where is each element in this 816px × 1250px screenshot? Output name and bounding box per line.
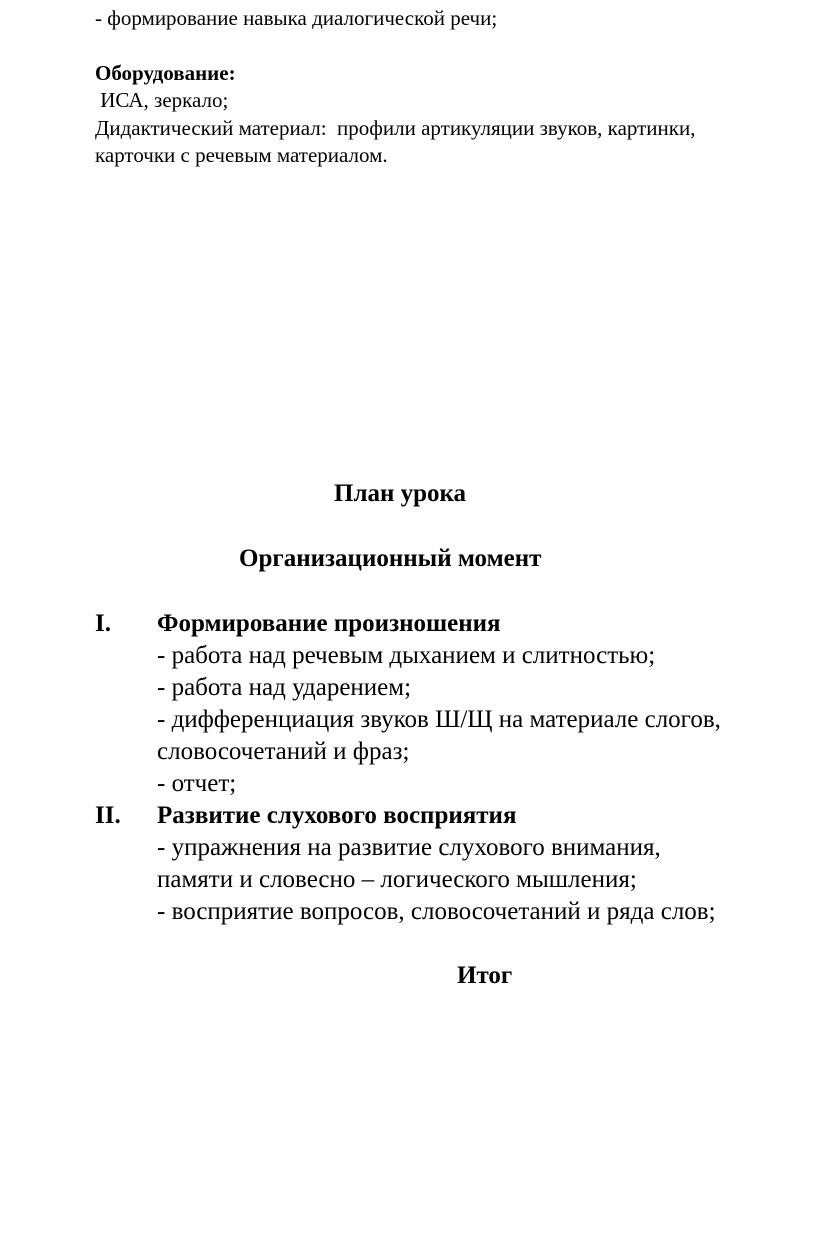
section-1-item: - дифференциация звуков Ш/Щ на материале слогов, (157, 706, 721, 733)
didactic-line-2: карточки с речевым материалом. (95, 143, 388, 167)
section-2-item: - восприятие вопросов, словосочетаний и ряда слов; (157, 898, 716, 925)
equipment-line: ИСА, зеркало; (95, 88, 229, 112)
section-1-item: - работа над ударением; (157, 674, 412, 701)
summary-heading: Итог (457, 962, 513, 989)
section-1-item: - отчет; (157, 770, 237, 797)
section-1-numeral: I. (95, 610, 111, 637)
section-1-item: - работа над речевым дыханием и слитностью; (157, 642, 656, 669)
section-1-heading: Формирование произношения (157, 610, 501, 637)
org-moment-heading: Организационный момент (239, 545, 542, 572)
section-2-numeral: II. (95, 802, 121, 829)
didactic-line-1: Дидактический материал: профили артикуляции звуков, картинки, (95, 116, 696, 140)
section-2-item: памяти и словесно – логического мышления; (157, 866, 637, 893)
goal-line: - формирование навыка диалогической речи; (95, 6, 498, 30)
equipment-heading: Оборудование: (95, 61, 236, 85)
plan-title: План урока (334, 480, 467, 507)
section-2-heading: Развитие слухового восприятия (157, 802, 517, 829)
section-1-item: словосочетаний и фраз; (157, 738, 410, 765)
section-2-item: - упражнения на развитие слухового внимания, (157, 834, 661, 861)
